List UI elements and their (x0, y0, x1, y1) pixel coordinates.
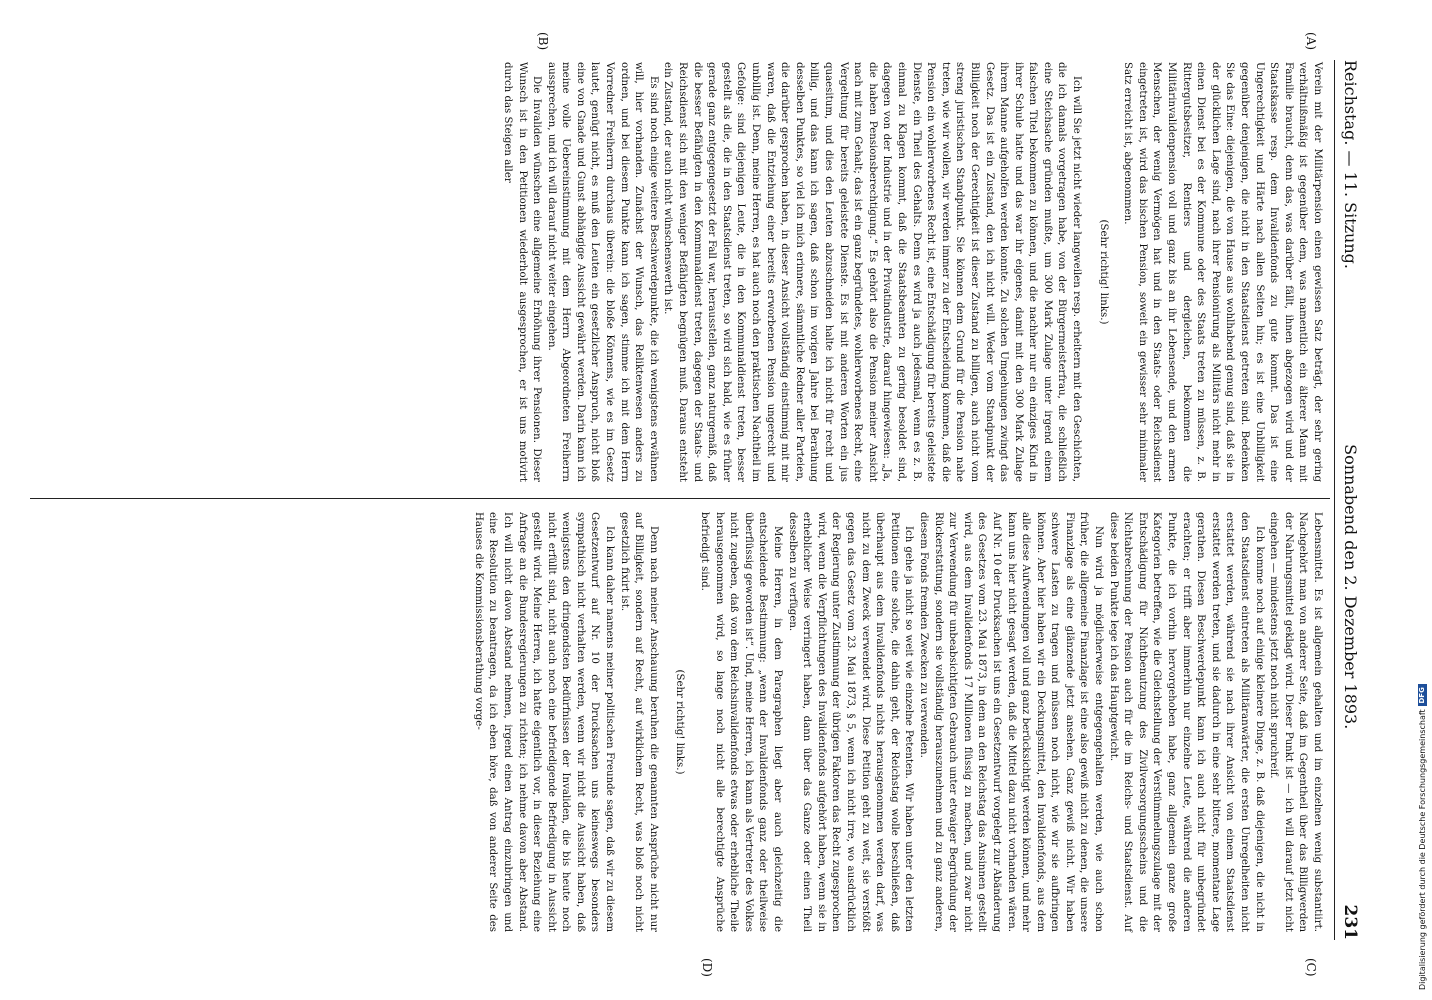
margin-marker-a: (A) (1304, 32, 1318, 51)
paragraph: Ich gehe ja nicht so weit wie einzelne Petenten. Wir haben unter den letzten Petitionen eine solche, die dahin geht, der Reichstag wolle beschließen, daß überhaupt aus dem Invalidenfonds nichts herausgenommen werden darf, was nicht zu dem Zweck verwendet wird. Diese Petition geht zu weit, sie verstößt gegen das Gesetz vom 23. Mai 1873, § 5, wenn ich nicht irre, wo ausdrücklich der Regierung unter Zustimmung der übrigen Faktoren das Recht zugesprochen wird, wenn die Verpflichtungen des Invalidenfonds aufgehört haben, wenn sie in erheblicher Weise verringert haben, dann über das Ganze oder einen Theil desselben zu verfügen. (786, 512, 915, 932)
credit-text: Digitalisierung gefördert durch die Deutsche Forschungsgemeinschaft (1418, 709, 1427, 990)
header-rule (1334, 60, 1335, 940)
paragraph: Es sind noch einige weitere Beschwerdepunkte, die ich wenigstens erwähnen will, hier vorhanden. Zunächst der Wunsch, das Reliktenwesen anders zu ordnen, und bei diesem Punkte kann ich sagen, stimme ich mit dem Herrn Vorredner Freiherrn durchaus überein: die bloße Könnens, wie es im Gesetz lautet, genügt nicht, es muß den Leuten ein gesetzlicher Anspruch, nicht bloß eine von Gnade und Gunst abhängige Aussicht gewährt werden. Darin kann ich meine volle Uebereinstimmung mit dem Herrn Abgeordneten Freiherrn aussprechen, und ich will darauf nicht weiter eingehen. (545, 62, 659, 482)
margin-marker-d: (D) (700, 958, 714, 977)
applause-note: (Sehr richtig! links.) (1097, 219, 1109, 325)
right-column (470, 512, 1324, 932)
paragraph: Lebensmittel. Es ist allgemein gehalten und im einzelnen wenig substantiirt. Nachgehört man von anderer Seite, daß im Gegentheil über das Billigwerden der Nahrungsmittel geklagt wird. Dieser Punkt ist — ich will darauf jetzt nicht eingehen — mindestens jetzt noch nicht spruchreif. (1268, 512, 1323, 932)
paragraph: Ich kann daher namens meiner politischen Freunde sagen, daß wir zu diesem Gesetzentwurf auf Nr. 10 der Drucksachen uns keineswegs besonders sympathisch nicht verhalten werden, wenn wir nicht die Aussicht haben, daß wenigstens den dringendsten Bedürfnissen der Invaliden, die bis heute noch nicht erfüllt sind, nicht auch noch eine befriedigende Befriedigung in Aussicht gestellt wird. Meine Herren, ich hatte eigentlich vor, in dieser Beziehung eine Anfrage an die Bundesregierungen zu richten; ich nehme davon aber Abstand. Ich will nicht davon Abstand nehmen, irgend einen Antrag einzubringen und eine Resolution zu beantragen, da ich eben höre, daß von anderer Seite des Hauses die Kommissionsberathung vorge- (472, 512, 616, 932)
dfg-logo: DFG (1418, 684, 1427, 706)
paragraph: Die Invaliden wünschen eine allgemeine Erhöhung ihrer Pensionen. Dieser Wunsch ist in den Petitionen wiederholt ausgesprochen, er ist uns motivirt durch das Steigen aller (501, 62, 543, 482)
paragraph: Ich komme noch auf einige kleinere Dinge, z. B. daß diejenigen, die nicht in den Staatsdienst eintreten als Militäranwärter, die ersten Unregelheiten nicht erstattet werden, während sie nach ihrer Ansicht von einem Staatsdienst erstattet werden treten, und sie dadurch in eine sehr bittere, momentane Lage gerathen. Diesen Beschwerdepunkt kann ich auch nicht für unbegründet erachten; er trifft aber immerhin nur einzelne Leute, während die anderen Punkte, die ich vorhin hervorgehoben habe, ganz allgemein ganze große Kategorien betreffen, wie die Gleichstellung der Verstümmelungszulage mit der Entschädigung für Nichtbenutzung des Zivilversorgungsscheins und die Nichtabrechnung der Pension auch für die im Reichs- und Staatsdienst. Auf diese beiden Punkte lege ich das Hauptgewicht. (1107, 512, 1265, 932)
header-date: Sonnabend den 2. Dezember 1893. (1341, 444, 1360, 730)
margin-marker-b: (B) (536, 32, 550, 51)
paragraph: Ich will Sie jetzt nicht wieder langweilen resp. erheitern mit den Geschichten, die ich damals vorgetragen habe, von der Bürgermeisterfrau, die schließlich eine Steichsache gründen mußte, um 300 Mark Zulage unter irgend einem falschen Titel bekommen zu können, und die nachher nur ein einziges Kind in ihrer Schule hatte und das war ihr eigenes, damit mit den 300 Mark Zulage ihrem Manne aufgeholfen werden konnte. Zu solchen Umgehungen zwingt das Gesetz. Das ist ein Zustand, den ich nicht will. Weder vom Standpunkt der Billigkeit noch der Gerechtigkeit ist dieser Zustand zu billigen, auch nicht vom streng juristischen Standpunkt. Sie können dem Grund für die Pension nahe treten, wie wir wollen, wir werden immer zu der Entscheidung kommen, daß die Pension ein wohlerworbenes Recht ist, eine Entschädigung für bereits geleistete Dienste, ein Theil des Gehalts. Denn es wird ja auch jedesmal, wenn es z. B. einmal zu Klagen kommt, daß die Staatsbeamten zu gering besoldet sind, dagegen von der Industrie und in der Privatindustrie, darauf hingewiesen: „Ja, die haben Pensionsberechtigung.“ Es gehört also die Pension meiner Ansicht nach mit zum Gehalt; das ist ein ganz begründetes, wohlerworbenes Recht, eine Vergeltung für bereits geleistete Dienste. Es ist mit anderen Worten ein jus quaesitum, und dies den Leuten abzuschneiden halte ich nicht für recht und billig, und das kann ich sagen, daß schon im vorigen Jahre bei Berathung desselben Punktes, so viel ich mich erinnere, sämmtliche Redner aller Parteien, die darüber gesprochen haben, in dieser Ansicht vollständig einstimmig mit mir waren, daß die Entziehung einer bereits erworbenen Pension ungerecht und unbillig ist. Denn, meine Herren, es hat auch noch den praktischen Nachtheil im Gefolge: sind diejenigen Leute, die in den Kommunaldienst treten, besser gestellt als die, die in den Staatsdienst treten, so wird sich bald, wie es früher gerade ganz entgegengesetzt der Fall war, herausstellen, ganz naturgemäß, daß die besser Befähigten in den Kommunaldienst treten, dagegen der Staats- und Reichsdienst sich mit den weniger Befähigten begnügen muß. Daraus entsteht ein Zustand, der auch nicht wünschenswerth ist. (662, 62, 1083, 482)
paragraph: Nun wird ja möglicherweise entgegengehalten werden, wie auch schon früher, die allgemeine Finanzlage ist eine also gewiß nicht zu denen, die unsere Finanzlage als eine glänzende jetzt ansehen. Ganz gewiß nicht. Wir haben schwere Lasten zu tragen und müssen noch nicht, wie wir sie aufbringen können. Aber hier haben wir ein Deckungsmittel, den Invalidenfonds, aus dem alle diese Aufwendungen voll und ganz berücksichtigt werden können, und mehr kann uns hier nicht gesagt werden, daß die Mittel dazu nicht vorhanden wären. Auf Nr. 10 der Drucksachen ist uns ein Gesetzentwurf vorgelegt zur Abänderung des Gesetzes vom 23. Mai 1873, in dem an den Reichstag das Ansinnen gestellt wird, aus dem Invalidenfonds 17 Millionen flüssig zu machen, und zwar nicht zur Verwendung für unbeabsichtigten Gebrauch unter etwaiger Begründung der Rückerstattung, sondern sie vollständig herauszunehmen und zu ganz anderen, diesem Fonds fremden Zwecken zu verwenden. (917, 512, 1105, 932)
header-left: Reichstag. — 11. Sitzung. (1341, 60, 1360, 269)
paragraph: Verein mit der Militärpension einen gewissen Satz beträgt, der sehr gering verhältnißmäßig ist gegenüber dem, was namentlich ein älterer Mann mit Familie braucht, denn das, was darüber fällt, ihnen abgezogen wird und der Staatskasse resp. dem Invalidenfonds zu gute kommt. Das ist eine Ungerechtigkeit und Härte nach allen Seiten hin; es ist eine Unbilligkeit gegenüber denjenigen, die nicht in den Staatsdienst getreten sind. Bedenken Sie das Eine: diejenigen, die von Hause aus wohlhabend genug sind, daß sie in der glücklichen Lage sind, nach ihrer Pensionirung als Militärs nicht mehr in einen Dienst bei es der Kommune oder des Staats treten zu müssen, z. B. Rittergutsbesitzer, Rentiers und dergleichen, bekommen die Militärinvalidenpension voll und ganz bis an ihr Lebensende, und den armen Menschen, der wenig Vermögen hat und in den Staats- oder Reichsdienst eingetreten ist, wird das bischen Pension, soweit ein gewisser sehr minimaler Satz erreicht ist, abgenommen. (1122, 62, 1323, 482)
digitization-credit (1418, 684, 1427, 990)
page-header (1338, 60, 1360, 940)
margin-marker-c: (C) (1304, 958, 1318, 977)
left-column (499, 62, 1324, 482)
page-number: 231 (1340, 904, 1360, 940)
paragraph: Meine Herren, in dem Paragraphen liegt aber auch gleichzeitig die entscheidende Bestimmung: „wenn der Invalidenfonds ganz oder theilweise überflüssig geworden ist“. Und, meine Herren, ich kann als Vertreter des Volkes nicht zugeben, daß von dem Reichsinvalidenfonds etwas oder erhebliche Theile herausgenommen wird, so lange noch nicht alle berechtigte Ansprüche befriedigt sind. (699, 512, 784, 932)
column-divider (30, 498, 1330, 499)
paragraph: Denn nach meiner Anschauung beruhen die genannten Ansprüche nicht nur auf Billigkeit, sondern auf Recht, auf wirklichem Recht, was bloß noch nicht gesetzlich fixirt ist. (618, 512, 659, 932)
applause-note: (Sehr richtig! links.) (674, 669, 686, 775)
